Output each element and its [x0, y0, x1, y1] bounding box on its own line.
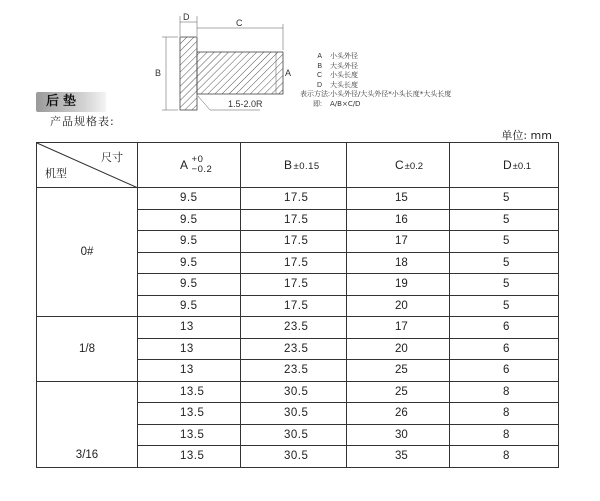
cell-b: 23.5 — [241, 317, 347, 339]
cell-c: 15 — [347, 188, 450, 210]
cell-a: 13.5 — [138, 424, 241, 446]
dim-label-a: A — [285, 68, 292, 78]
header-b — [241, 143, 347, 188]
cell-b: 17.5 — [241, 295, 347, 317]
cell-a: 9.5 — [138, 295, 241, 317]
header-d-tol: ±0.1 — [512, 161, 532, 172]
legend-item — [300, 71, 451, 81]
legend-method-label: 表示方法: — [300, 91, 330, 99]
cell-d: 5 — [450, 209, 559, 231]
cell-d: 6 — [450, 317, 559, 339]
cell-d: 5 — [450, 188, 559, 210]
table-row — [37, 381, 559, 403]
spec-caption: 产品规格表: — [50, 115, 115, 128]
cell-a: 13.5 — [138, 446, 241, 468]
header-c-tol: ±0.2 — [404, 161, 424, 172]
legend-key: B — [317, 62, 322, 70]
legend-example-text: A/B×C/D — [330, 99, 361, 108]
header-b-tol: ±0.15 — [293, 161, 320, 172]
legend-key: A — [317, 53, 322, 60]
cell-d: 6 — [450, 338, 559, 360]
legend-key: C — [316, 72, 322, 80]
header-d-letter: D — [503, 158, 512, 172]
legend-text: 小头外径 — [330, 52, 358, 60]
corner-header — [37, 143, 138, 188]
cell-b: 30.5 — [241, 381, 347, 403]
legend-text: 大头外径 — [330, 61, 358, 70]
table-row — [37, 188, 559, 210]
legend-method — [300, 90, 451, 100]
cell-d: 8 — [450, 381, 559, 403]
cell-c: 19 — [347, 274, 450, 296]
cell-c: 16 — [347, 209, 450, 231]
dim-label-c: C — [236, 18, 243, 28]
cell-b: 17.5 — [241, 252, 347, 274]
radius-note: 1.5-2.0R — [228, 99, 263, 109]
legend-example-label: 即: — [313, 100, 322, 108]
header-d — [450, 143, 559, 188]
table-header-row — [37, 143, 559, 188]
cell-c: 25 — [347, 381, 450, 403]
header-a-letter: A — [180, 158, 189, 172]
unit-label: 单位: mm — [501, 129, 552, 142]
cell-c: 26 — [347, 403, 450, 425]
header-c-letter: C — [395, 158, 404, 172]
model-cell: 3/16 — [37, 381, 138, 467]
cell-a: 13 — [138, 338, 241, 360]
cell-c: 20 — [347, 338, 450, 360]
cell-a: 9.5 — [138, 188, 241, 210]
cell-d: 8 — [450, 424, 559, 446]
dimension-legend — [300, 52, 451, 110]
legend-method-text: 小头外径/大头外径*小头长度*大头长度 — [329, 90, 452, 99]
legend-key: D — [316, 81, 322, 89]
cell-d: 5 — [450, 274, 559, 296]
rear-pad-diagram — [150, 10, 290, 122]
legend-text: 大头长度 — [330, 80, 358, 89]
cell-a: 9.5 — [138, 252, 241, 274]
header-b-letter: B — [284, 158, 293, 172]
legend-text: 小头长度 — [330, 71, 358, 80]
section-title: 后垫 — [36, 92, 106, 112]
cell-a: 13 — [138, 317, 241, 339]
legend-example — [300, 100, 451, 110]
model-cell: 0# — [37, 188, 138, 317]
header-a — [138, 143, 241, 188]
cell-b: 17.5 — [241, 231, 347, 253]
table-body — [37, 188, 559, 468]
header-c — [347, 143, 450, 188]
cell-a: 9.5 — [138, 231, 241, 253]
cell-d: 5 — [450, 295, 559, 317]
cell-d: 5 — [450, 231, 559, 253]
cell-c: 17 — [347, 317, 450, 339]
cell-c: 18 — [347, 252, 450, 274]
small-head-section — [197, 52, 283, 94]
legend-item — [300, 62, 451, 72]
cell-c: 30 — [347, 424, 450, 446]
cell-d: 6 — [450, 360, 559, 382]
model-cell: 1/8 — [37, 317, 138, 382]
cell-b: 23.5 — [241, 360, 347, 382]
cell-d: 8 — [450, 446, 559, 468]
cell-b: 17.5 — [241, 274, 347, 296]
dim-label-b: B — [155, 68, 162, 78]
cell-b: 17.5 — [241, 188, 347, 210]
cell-c: 35 — [347, 446, 450, 468]
cell-b: 30.5 — [241, 446, 347, 468]
corner-model-label: 机型 — [45, 167, 67, 180]
header-a-tol-top: +0 — [191, 154, 204, 165]
cell-b: 30.5 — [241, 403, 347, 425]
cell-a: 13 — [138, 360, 241, 382]
big-head-section — [180, 37, 197, 110]
table-row — [37, 317, 559, 339]
cell-a: 9.5 — [138, 274, 241, 296]
cell-a: 13.5 — [138, 403, 241, 425]
cell-b: 23.5 — [241, 338, 347, 360]
cell-a: 9.5 — [138, 209, 241, 231]
corner-size-label: 尺寸 — [101, 151, 123, 164]
header-a-tol-bottom: −0.2 — [191, 164, 213, 175]
cell-b: 17.5 — [241, 209, 347, 231]
cell-c: 25 — [347, 360, 450, 382]
cell-d: 8 — [450, 403, 559, 425]
legend-item — [300, 81, 451, 91]
legend-item — [300, 52, 451, 62]
cell-b: 30.5 — [241, 424, 347, 446]
cell-c: 17 — [347, 231, 450, 253]
spec-table — [36, 142, 559, 468]
cell-a: 13.5 — [138, 381, 241, 403]
cell-c: 20 — [347, 295, 450, 317]
dim-label-d: D — [183, 12, 190, 22]
cell-d: 5 — [450, 252, 559, 274]
